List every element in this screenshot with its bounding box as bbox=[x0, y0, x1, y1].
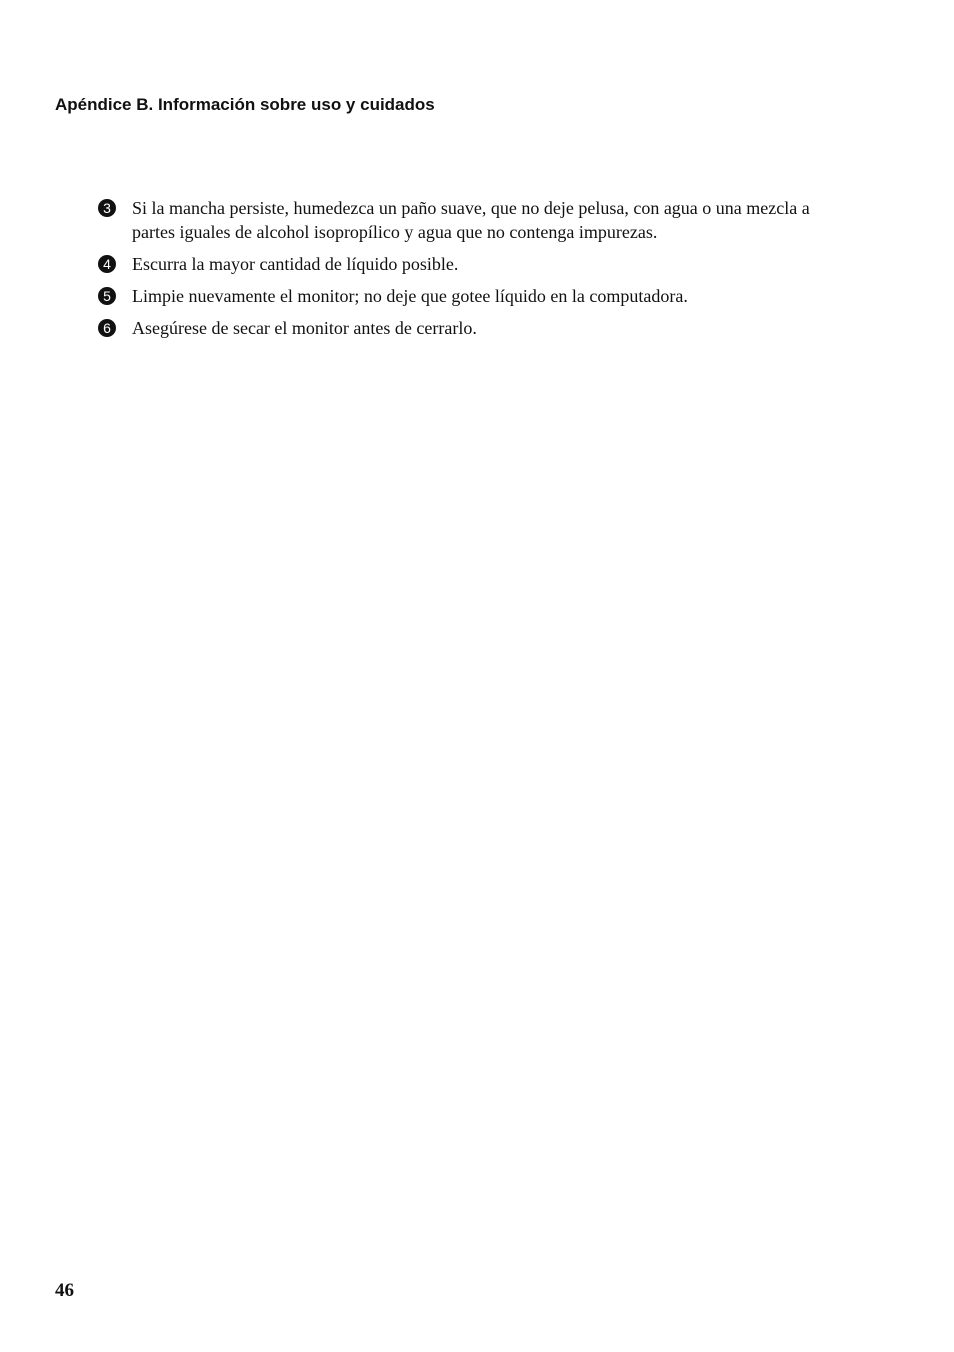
chapter-header: Apéndice B. Información sobre uso y cuidados bbox=[55, 95, 435, 114]
step-text: Escurra la mayor cantidad de líquido posible. bbox=[132, 254, 459, 274]
step-item bbox=[98, 316, 838, 340]
step-number-badge: 5 bbox=[98, 287, 116, 305]
step-text: Asegúrese de secar el monitor antes de cerrarlo. bbox=[132, 318, 477, 338]
cleaning-steps-list bbox=[98, 196, 838, 348]
step-text: Limpie nuevamente el monitor; no deje que gotee líquido en la computadora. bbox=[132, 286, 688, 306]
step-item bbox=[98, 196, 838, 244]
step-item bbox=[98, 252, 838, 276]
step-text: Si la mancha persiste, humedezca un paño suave, que no deje pelusa, con agua o una mezcla a partes iguales de alcohol isopropílico y agua que no contenga impurezas. bbox=[132, 198, 810, 242]
step-number-badge: 6 bbox=[98, 319, 116, 337]
page-number: 46 bbox=[55, 1280, 74, 1301]
step-number-badge: 3 bbox=[98, 199, 116, 217]
step-number-badge: 4 bbox=[98, 255, 116, 273]
step-item bbox=[98, 284, 838, 308]
